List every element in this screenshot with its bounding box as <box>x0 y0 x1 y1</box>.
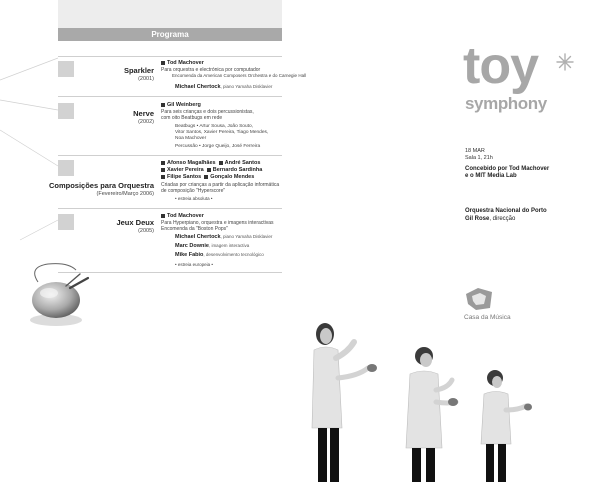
composer-name: Tod Machover <box>161 60 204 66</box>
separator <box>58 56 282 57</box>
program-title: Sparkler <box>123 66 154 75</box>
performer-credit: Michael Chertock, piano Yamaha Disklavier <box>175 234 273 240</box>
composer-name: Gil Weinberg <box>161 102 201 108</box>
concept-credit: Concebido por Tod Machover <box>465 166 550 172</box>
work-commission: Encomenda da "Boston Pops" <box>161 226 228 232</box>
casa-da-musica-logo-icon <box>464 286 494 312</box>
program-year: (2001) <box>138 76 154 82</box>
brand-symphony: symphony <box>465 94 547 113</box>
performer-list: Vitor Santos, Xavier Pereira, Tiago Mendes, <box>175 130 269 135</box>
event-venue: Sala 1, 21h <box>465 155 493 161</box>
work-description: Criadas por crianças a partir da aplicação informática <box>161 182 280 188</box>
children-photo <box>296 318 536 482</box>
performer-list: Noa Machover <box>175 136 207 141</box>
program-title: Nerve <box>133 109 154 118</box>
performer-credit: Michael Chertock, piano Yamaha Disklavier <box>175 84 273 90</box>
composer-row: Filipe Santos Gonçalo Mendes <box>161 174 254 180</box>
program-title: Composições para Orquestra <box>48 181 154 190</box>
program-year: (Fevereiro/Março 2006) <box>96 191 154 197</box>
program-header-label: Programa <box>151 30 189 39</box>
work-commission: Encomenda da American Composers Orchestra e do Carnegie Hall <box>172 73 307 78</box>
composer-row: Xavier Pereira Bernardo Sardinha <box>161 167 262 173</box>
composer-row: Afonso Magalhães André Santos <box>161 160 260 166</box>
program-year: (2005) <box>138 228 154 234</box>
performer-credit: Mike Fabio, desenvolvimento tecnológico <box>175 252 264 258</box>
event-date: 18 MAR <box>465 148 485 154</box>
beatbug-toy-image <box>18 262 98 332</box>
work-description: com oito Beatbugs em rede <box>161 115 223 121</box>
separator <box>58 208 282 209</box>
brand-toy: toy <box>463 37 538 95</box>
concept-credit: e o MIT Media Lab <box>465 173 517 179</box>
star-icon <box>555 52 575 72</box>
performer-credit: Marc Downie, imagem interactiva <box>175 243 250 249</box>
composer-name: Tod Machover <box>161 213 204 219</box>
top-band <box>58 0 282 28</box>
work-description: Para orquestra e electrónica por computador <box>161 67 261 73</box>
orchestra-name: Orquestra Nacional do Porto <box>465 208 547 214</box>
work-description: Para seis crianças e dois percussionistas, <box>161 109 254 115</box>
work-description: Para Hyperpiano, orquestra e imagens interactivas <box>161 220 274 226</box>
program-marker <box>58 160 74 176</box>
separator <box>58 155 282 156</box>
program-header-bar <box>58 28 282 41</box>
conductor-credit: Gil Rose, direcção <box>465 216 516 222</box>
percussion-list: Percussão • Jorge Queijo, José Ferreira <box>175 144 261 149</box>
program-title: Jeux Deux <box>116 218 154 227</box>
premiere-note: • estreia europeia • <box>175 262 213 267</box>
program-year: (2002) <box>138 119 154 125</box>
casa-da-musica-label: Casa da Música <box>464 314 511 321</box>
separator <box>58 96 282 97</box>
premiere-note: • estreia absoluta • <box>175 196 213 201</box>
performer-list: Beatbugs • Artur Sousa, João Souto, <box>175 124 253 129</box>
work-description: de composição "Hyperscore" <box>161 188 226 194</box>
